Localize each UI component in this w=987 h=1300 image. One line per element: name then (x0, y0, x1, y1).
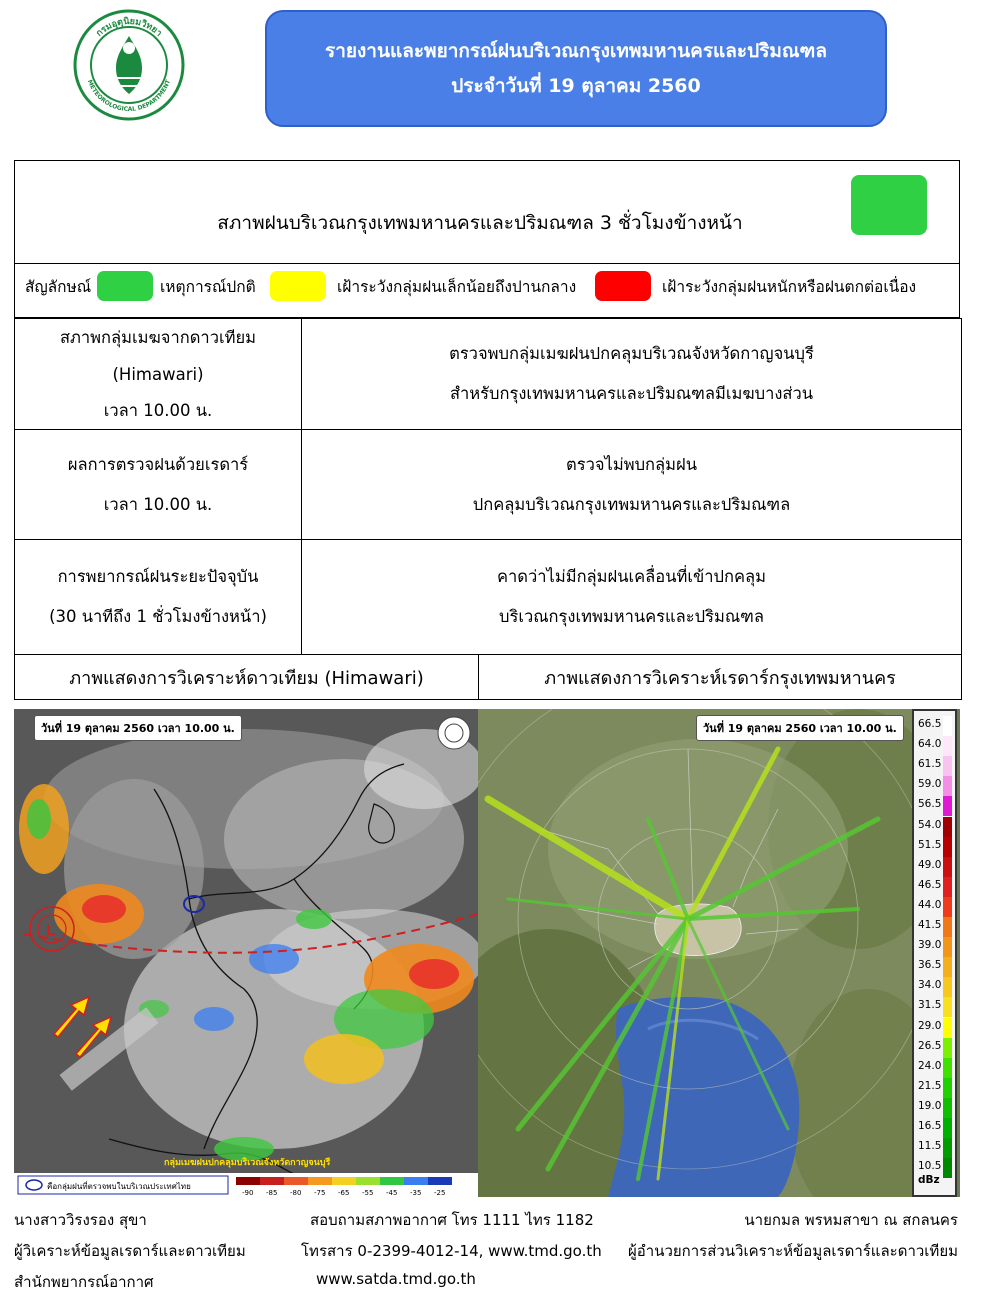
row-label (15, 540, 302, 654)
dbz-value: 11.5 (918, 1140, 942, 1153)
symbol-legend (14, 263, 960, 318)
dbz-color-swatch (943, 877, 952, 897)
dbz-color-swatch (943, 897, 952, 917)
analyst-name: นางสาววิรงรอง สุขา (14, 1211, 147, 1229)
row-value-line: คาดว่าไม่มีกลุ่มฝนเคลื่อนที่เข้าปกคลุม (496, 567, 767, 586)
dbz-unit-label: dBz (918, 1174, 940, 1186)
dbz-color-swatch (943, 1058, 952, 1078)
dbz-color-swatch (943, 837, 952, 857)
radar-date: วันที่ 19 ตุลาคม 2560 เวลา 10.00 น. (696, 715, 904, 741)
dbz-color-swatch (943, 1098, 952, 1118)
dbz-value: 29.0 (918, 1019, 942, 1032)
row-label-line: เวลา 10.00 น. (103, 494, 213, 514)
dbz-value: 26.5 (918, 1039, 942, 1052)
rain-status-title: สภาพฝนบริเวณกรุงเทพมหานครและปริมณฑล 3 ชั่วโมงข้างหน้า (217, 212, 743, 234)
legend-label-moderate: เฝ้าระวังกลุ่มฝนเล็กน้อยถึงปานกลาง (337, 278, 577, 296)
dbz-color-swatch (943, 776, 952, 796)
radar-image-header: ภาพแสดงการวิเคราะห์เรดาร์กรุงเทพมหานคร (544, 668, 896, 689)
logo-top-text: กรมอุตุนิยมวิทยา (94, 16, 164, 39)
dbz-value: 36.5 (918, 959, 942, 972)
dbz-color-swatch (943, 917, 952, 937)
dbz-value: 16.5 (918, 1120, 942, 1132)
row-value-line: บริเวณกรุงเทพมหานครและปริมณฑล (499, 607, 764, 626)
colorbar-tick: -65 (338, 1189, 350, 1197)
row-label-line: (Himawari) (112, 364, 204, 384)
analyst-title: ผู้วิเคราะห์ข้อมูลเรดาร์และดาวเทียม (14, 1242, 246, 1260)
dbz-value: 49.0 (918, 858, 942, 871)
contact-phone: สอบถามสภาพอากาศ โทร 1111 ไทร 1182 (310, 1211, 594, 1229)
colorbar-tick: -90 (242, 1189, 254, 1197)
dbz-color-swatch (943, 977, 952, 997)
dbz-color-swatch (943, 1038, 952, 1058)
dbz-color-swatch (943, 1078, 952, 1098)
dbz-color-swatch (943, 1158, 952, 1178)
dbz-value: 56.5 (918, 798, 942, 811)
row-value (302, 319, 961, 429)
row-label-line: ผลการตรวจฝนด้วยเรดาร์ (67, 454, 249, 474)
dbz-color-swatch (943, 796, 952, 816)
dbz-color-swatch (943, 1018, 952, 1038)
colorbar-tick: -35 (410, 1189, 422, 1197)
table-row-satellite (15, 319, 961, 430)
dbz-value: 31.5 (918, 999, 942, 1012)
colorbar-tick: -80 (290, 1189, 302, 1197)
dbz-color-swatch (943, 937, 952, 957)
dbz-value: 46.5 (918, 878, 942, 891)
director-name: นายกมล พรหมสาขา ณ สกลนคร (744, 1211, 958, 1229)
dbz-value: 66.5 (918, 718, 942, 730)
dbz-color-swatch (943, 857, 952, 877)
analyst-office: สำนักพยากรณ์อากาศ (14, 1273, 154, 1291)
row-label (15, 319, 302, 429)
row-value-line: ตรวจไม่พบกลุ่มฝน (566, 454, 697, 474)
legend-swatch-heavy (595, 271, 651, 301)
report-title: รายงานและพยากรณ์ฝนบริเวณกรุงเทพมหานครและปริมณฑล (325, 39, 827, 62)
legend-prefix: สัญลักษณ์ (25, 278, 92, 296)
colorbar-tick: -75 (314, 1189, 326, 1197)
dbz-color-swatch (943, 1118, 952, 1138)
table-row-radar (15, 430, 961, 540)
department-mini-logo (438, 717, 470, 749)
dbz-color-scale (912, 709, 957, 1197)
dbz-value: 19.0 (918, 1099, 942, 1112)
dbz-value: 41.5 (918, 919, 942, 931)
row-value-line: สำหรับกรุงเทพมหานครและปริมณฑลมีเมฆบางส่วน (449, 384, 814, 403)
satellite-legend-text: คือกลุ่มฝนที่ตรวจพบในบริเวณประเทศไทย (47, 1182, 191, 1191)
dbz-value: 51.5 (918, 838, 942, 851)
satda-website: www.satda.tmd.go.th (316, 1270, 476, 1288)
rain-status-indicator (851, 175, 927, 235)
dbz-value: 10.5 (918, 1160, 942, 1173)
dbz-value: 21.5 (918, 1079, 942, 1092)
row-label-line: สภาพกลุ่มเมฆจากดาวเทียม (59, 327, 257, 347)
satellite-image (14, 709, 478, 1197)
row-value (302, 540, 961, 654)
dbz-color-swatch (943, 957, 952, 977)
dbz-color-swatch (943, 756, 952, 776)
radar-map (478, 709, 912, 1197)
satellite-annotation: กลุ่มเมฆฝนปกคลุมบริเวณจังหวัดกาญจนบุรี (164, 1158, 331, 1168)
meteorological-department-logo (72, 8, 186, 122)
dbz-color-swatch (943, 736, 952, 756)
dbz-color-swatch (943, 1138, 952, 1158)
dbz-color-swatch (943, 997, 952, 1017)
logo-bottom-text: METEOROLOGICAL DEPARTMENT (85, 78, 173, 114)
dbz-value: 54.0 (918, 818, 942, 831)
analysis-table (14, 318, 962, 700)
row-value-line: ตรวจพบกลุ่มเมฆฝนปกคลุมบริเวณจังหวัดกาญจนบุรี (449, 344, 814, 363)
satellite-date: วันที่ 19 ตุลาคม 2560 เวลา 10.00 น. (34, 715, 242, 741)
row-label-line: เวลา 10.00 น. (103, 400, 213, 420)
dbz-value: 61.5 (918, 758, 942, 771)
director-title: ผู้อำนวยการส่วนวิเคราะห์ข้อมูลเรดาร์และดาวเทียม (627, 1242, 958, 1260)
satellite-map (14, 709, 478, 1197)
report-date: ประจำวันที่ 19 ตุลาคม 2560 (451, 74, 701, 97)
contact-fax-web: โทรสาร 0-2399-4012-14, www.tmd.go.th (301, 1242, 602, 1260)
colorbar-tick: -45 (386, 1189, 398, 1197)
rain-status-box (14, 160, 960, 263)
dbz-value: 39.0 (918, 939, 942, 952)
colorbar-tick: -85 (266, 1189, 278, 1197)
dbz-value: 24.0 (918, 1059, 942, 1072)
dbz-value: 59.0 (918, 778, 942, 791)
low-pressure-label: L (46, 923, 55, 939)
report-header-banner (265, 10, 887, 127)
dbz-color-swatch (943, 716, 952, 736)
row-label-line: (30 นาทีถึง 1 ชั่วโมงข้างหน้า) (49, 607, 267, 626)
dbz-color-swatch (943, 817, 952, 837)
row-value-line: ปกคลุมบริเวณกรุงเทพมหานครและปริมณฑล (472, 494, 791, 514)
dbz-value: 64.0 (918, 738, 942, 751)
legend-label-normal: เหตุการณ์ปกติ (160, 278, 256, 296)
legend-swatch-moderate (270, 271, 326, 301)
legend-swatch-normal (97, 271, 153, 301)
dbz-value: 34.0 (918, 979, 942, 992)
dbz-value: 44.0 (918, 898, 942, 911)
colorbar-tick: -55 (362, 1189, 374, 1197)
row-label (15, 430, 302, 539)
satellite-image-header: ภาพแสดงการวิเคราะห์ดาวเทียม (Himawari) (15, 655, 479, 700)
table-row-nowcast (15, 540, 961, 655)
legend-label-heavy: เฝ้าระวังกลุ่มฝนหนักหรือฝนตกต่อเนื่อง (662, 278, 917, 296)
radar-image (478, 709, 960, 1197)
colorbar-tick: -25 (434, 1189, 446, 1197)
row-value (302, 430, 961, 539)
row-label-line: การพยากรณ์ฝนระยะปัจจุบัน (57, 567, 259, 586)
image-headers-row (15, 655, 961, 700)
